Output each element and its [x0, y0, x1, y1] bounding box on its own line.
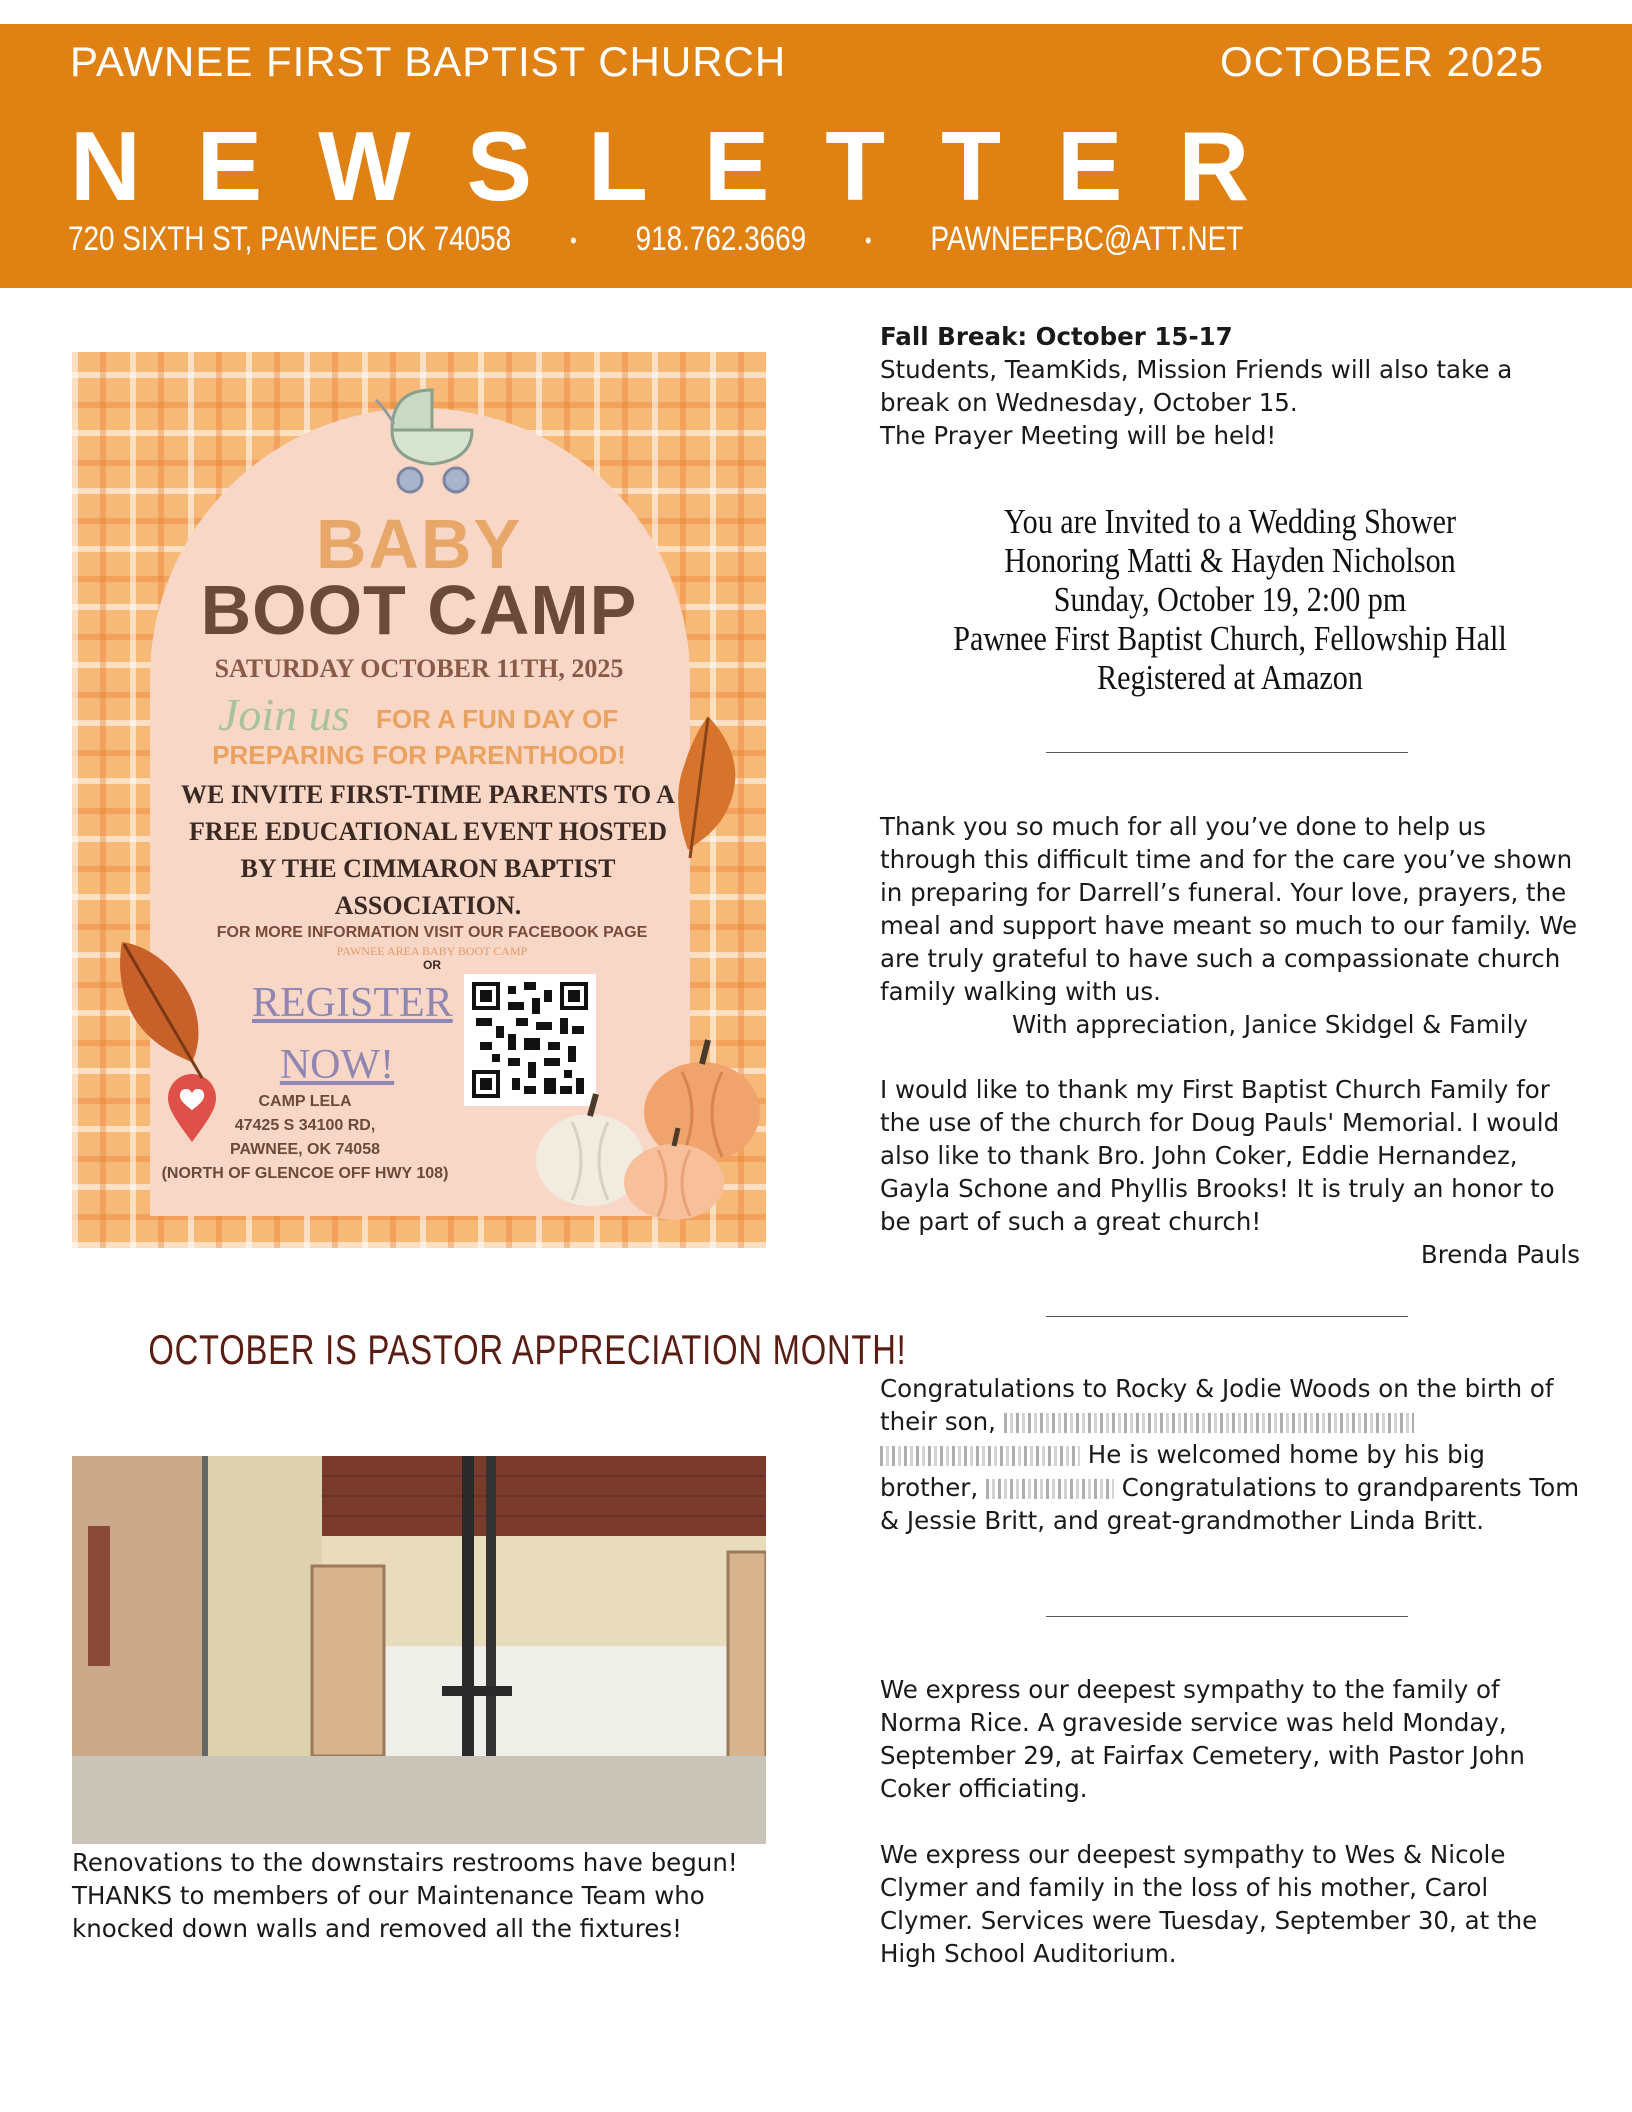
baby-boot-camp-flyer	[72, 352, 766, 1248]
church-email: PAWNEEFBC@ATT.NET	[930, 220, 1244, 258]
thank-you-pauls	[880, 1073, 1580, 1271]
masthead-title: NEWSLETTER	[70, 111, 1306, 221]
section-divider	[1046, 752, 1408, 753]
section-divider	[1046, 1616, 1408, 1617]
flyer-invitation: WE INVITE FIRST-TIME PARENTS TO A FREE EDUCATIONAL EVENT HOSTED BY THE CIMMARON BAPTIST ASSOCIATION.	[181, 780, 675, 920]
shower-line-5: Registered at Amazon	[1097, 658, 1363, 697]
camp-name: CAMP LELA	[258, 1093, 352, 1110]
thank-you-body: I would like to thank my First Baptist Church Family for the use of the church for Doug Pauls' Memorial. I would also like to thank Bro. John Coker, Eddie Hernandez, Gayla Schone and Phyllis Brooks! It is truly an honor to be part of such a great church!	[880, 1075, 1560, 1236]
flyer-facebook-page: PAWNEE AREA BABY BOOT CAMP	[336, 944, 528, 958]
baby-stroller-icon	[372, 380, 482, 500]
camp-address	[150, 1090, 460, 1186]
fall-break-notice	[880, 320, 1580, 452]
church-address: 720 SIXTH ST, PAWNEE OK 74058	[68, 220, 512, 258]
camp-street: 47425 S 34100 RD,	[234, 1117, 376, 1134]
flyer-join-us: Join us	[218, 689, 350, 740]
section-divider	[1046, 1316, 1408, 1317]
thank-you-signature: With appreciation, Janice Skidgel & Family	[1012, 1010, 1528, 1039]
flyer-title-boot-camp: BOOT CAMP	[200, 571, 638, 649]
thank-you-signature: Brenda Pauls	[1420, 1240, 1580, 1269]
flyer-date: SATURDAY OCTOBER 11TH, 2025	[214, 654, 624, 683]
flyer-fun-day: FOR A FUN DAY OF	[376, 704, 619, 734]
fall-break-title: Fall Break: October 15-17	[880, 322, 1233, 351]
congrats-part-1: Congratulations to Rocky & Jodie Woods on the birth of their son,	[880, 1374, 1554, 1436]
redacted-name	[986, 1479, 1114, 1499]
renovation-caption: Renovations to the downstairs restrooms have begun! THANKS to members of our Maintenance Team who knocked down walls and removed all the fixtures!	[72, 1848, 738, 1943]
renovation-photo	[72, 1456, 766, 1844]
birth-announcement	[880, 1372, 1580, 1537]
shower-line-1: You are Invited to a Wedding Shower	[1003, 502, 1457, 541]
congrats-part-2: He is welcomed home by his big brother,	[880, 1440, 1485, 1502]
autumn-leaf-icon	[102, 932, 212, 1082]
newsletter-header	[0, 24, 1632, 288]
register-now-link[interactable]	[252, 972, 453, 1096]
redacted-name	[1004, 1413, 1414, 1433]
flyer-preparing: PREPARING FOR PARENTHOOD!	[212, 740, 626, 770]
register-line-1: REGISTER	[252, 980, 453, 1026]
camp-directions: (NORTH OF GLENCOE OFF HWY 108)	[161, 1165, 449, 1182]
restroom-renovation-image	[72, 1456, 766, 1844]
sympathy-rice: We express our deepest sympathy to the family of Norma Rice. A graveside service was held Monday, September 29, at Fairfax Cemetery, with Pastor John Coker officiating.	[880, 1675, 1525, 1803]
register-line-2: NOW!	[279, 1042, 395, 1088]
bullet-separator: •	[865, 228, 872, 254]
pastor-appreciation-heading: OCTOBER IS PASTOR APPRECIATION MONTH!	[148, 1326, 907, 1373]
autumn-leaf-icon	[668, 712, 748, 862]
shower-line-4: Pawnee First Baptist Church, Fellowship Hall	[953, 619, 1507, 658]
shower-line-3: Sunday, October 19, 2:00 pm	[1053, 580, 1407, 619]
contact-info	[68, 220, 1244, 264]
wedding-shower-invite	[929, 502, 1531, 697]
flyer-more-info: FOR MORE INFORMATION VISIT OUR FACEBOOK PAGE	[216, 924, 648, 941]
thank-you-body: Thank you so much for all you’ve done to help us through this difficult time and for the care you’ve shown in preparing for Darrell’s funeral. Your love, prayers, the meal and support have meant so much to our family. We are truly grateful to have such a compassionate church family walking with us.	[880, 812, 1578, 1006]
bullet-separator: •	[570, 228, 577, 254]
shower-line-2: Honoring Matti & Hayden Nicholson	[1004, 541, 1456, 580]
issue-date: OCTOBER 2025	[1219, 38, 1544, 85]
fall-break-details: Students, TeamKids, Mission Friends will also take a break on Wednesday, October 15.	[880, 355, 1513, 417]
redacted-name	[880, 1446, 1080, 1466]
church-phone: 918.762.3669	[635, 220, 807, 258]
pumpkins-icon	[532, 1032, 762, 1222]
thank-you-skidgel	[880, 810, 1580, 1041]
camp-city: PAWNEE, OK 74058	[230, 1141, 380, 1158]
church-name: PAWNEE FIRST BAPTIST CHURCH	[70, 38, 787, 85]
flyer-or: OR	[423, 958, 441, 972]
congrats-part-3: Congratulations to grandparents Tom & Jessie Britt, and great-grandmother Linda Britt.	[880, 1473, 1580, 1535]
flyer-title-baby: BABY	[315, 505, 523, 583]
sympathy-clymer: We express our deepest sympathy to Wes & Nicole Clymer and family in the loss of his mother, Carol Clymer. Services were Tuesday, September 30, at the High School Auditorium.	[880, 1840, 1538, 1968]
prayer-meeting-note: The Prayer Meeting will be held!	[880, 421, 1277, 450]
